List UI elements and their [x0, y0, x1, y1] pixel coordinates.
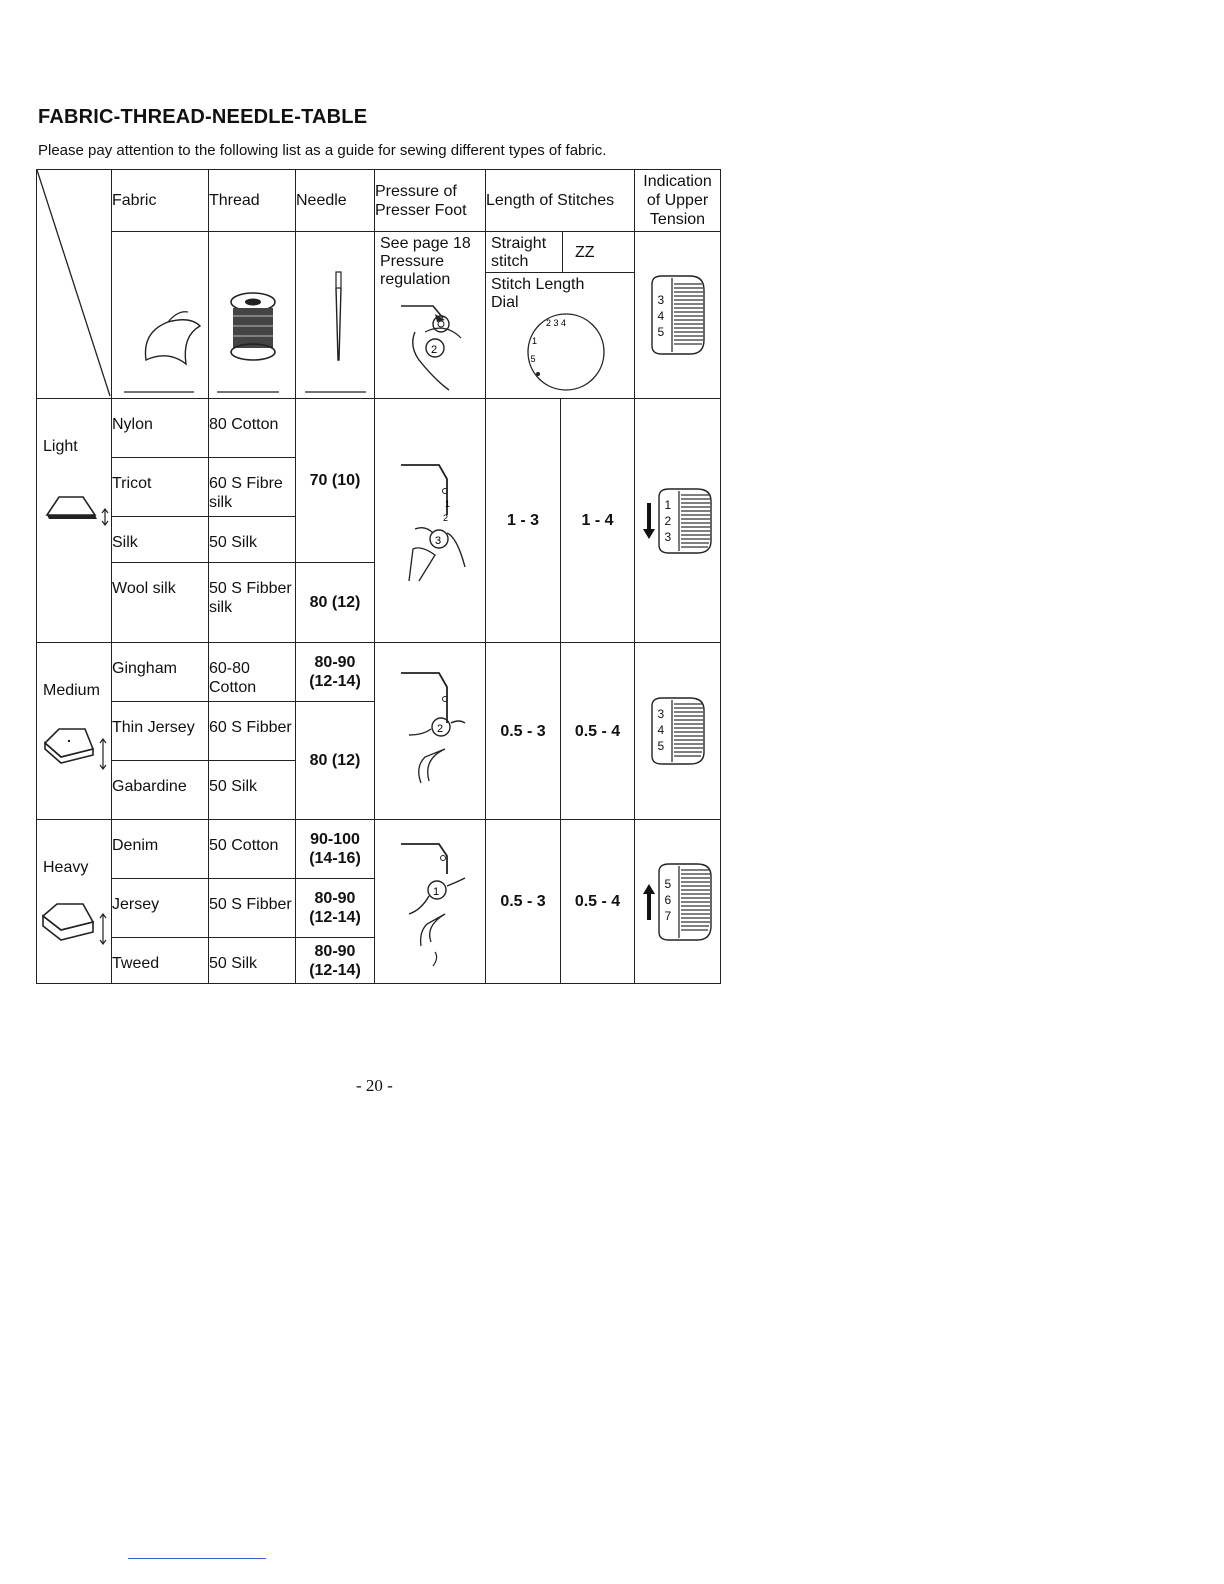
- header-thread: Thread: [209, 170, 296, 232]
- tension-digit: 5: [657, 325, 665, 339]
- tension-cell-heavy: [635, 820, 721, 984]
- header-length: Length of Stitches: [486, 170, 635, 232]
- tension-dial-icon: [657, 487, 713, 555]
- svg-text:2 3 4: 2 3 4: [546, 318, 567, 328]
- fabric-cell: Denim: [112, 820, 209, 879]
- thread-cell: 50 Cotton: [209, 820, 296, 879]
- needle-cell: 80-90 (12-14): [296, 879, 375, 938]
- tension-digit: 5: [664, 876, 672, 891]
- category-medium-cell: [37, 643, 112, 820]
- arrow-down-icon: [643, 501, 655, 541]
- header-pressure: Pressure of Presser Foot: [375, 170, 486, 232]
- zz-stitch-value: 1 - 4: [561, 399, 635, 643]
- diagonal-header-cell: [37, 170, 112, 399]
- tension-digit: 3: [657, 707, 665, 721]
- tension-digit: 7: [664, 908, 672, 923]
- svg-text:2: 2: [431, 344, 438, 356]
- thread-icon-cell: [209, 232, 296, 399]
- tension-digit: 4: [657, 723, 665, 737]
- presser-foot-dial-icon: [395, 298, 475, 394]
- tension-dial-icon: [657, 862, 713, 942]
- diagonal-line: [37, 170, 112, 398]
- fabric-cell: Wool silk: [112, 563, 209, 643]
- thread-cell: 60 S Fibre silk: [209, 458, 296, 517]
- pressure-dial-value: 1: [433, 886, 440, 898]
- thread-cell: 50 S Fibber silk: [209, 563, 296, 643]
- tension-digit: 4: [657, 309, 665, 323]
- svg-text:.5: .5: [528, 354, 536, 364]
- thread-cell: 80 Cotton: [209, 399, 296, 458]
- pressure-cell-heavy: [375, 820, 486, 984]
- fabric-cell: Gabardine: [112, 761, 209, 820]
- svg-text:1: 1: [445, 499, 451, 509]
- needle-cell: 80 (12): [296, 563, 375, 643]
- fabric-piece-icon: [112, 232, 209, 398]
- tension-digit: 3: [657, 293, 665, 307]
- header-fabric: Fabric: [112, 170, 209, 232]
- straight-stitch-label: Straight stitch: [486, 232, 563, 272]
- pressure-note-cell: [375, 232, 486, 399]
- straight-stitch-value: 1 - 3: [486, 399, 561, 643]
- fabric-cell: Gingham: [112, 643, 209, 702]
- needle-icon-cell: [296, 232, 375, 399]
- header-needle: Needle: [296, 170, 375, 232]
- svg-text:2: 2: [443, 513, 449, 523]
- fabric-thread-needle-table: [36, 169, 721, 984]
- needle-cell: 90-100 (14-16): [296, 820, 375, 879]
- tension-digit: 1: [664, 497, 672, 512]
- thread-cell: 60-80 Cotton: [209, 643, 296, 702]
- tension-digit: 3: [664, 529, 672, 544]
- page-subtitle: Please pay attention to the following list as a guide for sewing different types of fabric.: [38, 142, 607, 159]
- fabric-heavy-icon: [39, 900, 109, 950]
- straight-stitch-value: 0.5 - 3: [486, 643, 561, 820]
- fabric-medium-icon: [41, 725, 109, 775]
- fabric-light-icon: [43, 491, 109, 531]
- thread-cell: 50 Silk: [209, 761, 296, 820]
- needle-cell: 80-90 (12-14): [296, 938, 375, 984]
- category-heavy-cell: [37, 820, 112, 984]
- needle-cell: 70 (10): [296, 399, 375, 563]
- tension-dial-icon: [650, 274, 706, 356]
- thread-cell: 60 S Fibber: [209, 702, 296, 761]
- svg-text:1: 1: [532, 336, 538, 346]
- footer-rule: [128, 1558, 266, 1559]
- thread-spool-icon: [209, 232, 296, 398]
- fabric-cell: Nylon: [112, 399, 209, 458]
- pressure-cell-light: [375, 399, 486, 643]
- fabric-cell: Thin Jersey: [112, 702, 209, 761]
- pressure-dial-value: 3: [435, 535, 442, 547]
- category-light: Light: [43, 438, 78, 455]
- presser-foot-dial-icon: [395, 455, 475, 585]
- tension-digit: 2: [664, 513, 672, 528]
- needle-cell: 80 (12): [296, 702, 375, 820]
- category-light-cell: [37, 399, 112, 643]
- pressure-note: See page 18 Pressure regulation: [380, 235, 471, 288]
- stitch-length-header-cell: [486, 232, 635, 399]
- zz-label: ZZ: [575, 243, 595, 261]
- fabric-cell: Tricot: [112, 458, 209, 517]
- tension-digit: 5: [657, 739, 665, 753]
- tension-header-icon-cell: [635, 232, 721, 399]
- tension-dial-icon: [650, 696, 706, 766]
- needle-icon: [296, 232, 375, 398]
- fabric-icon-cell: [112, 232, 209, 399]
- tension-cell-medium: [635, 643, 721, 820]
- category-heavy: Heavy: [43, 859, 89, 876]
- thread-cell: 50 Silk: [209, 938, 296, 984]
- thread-cell: 50 S Fibber: [209, 879, 296, 938]
- zz-stitch-value: 0.5 - 4: [561, 643, 635, 820]
- page-title: FABRIC-THREAD-NEEDLE-TABLE: [38, 106, 368, 128]
- category-medium: Medium: [43, 682, 100, 699]
- needle-cell: 80-90 (12-14): [296, 643, 375, 702]
- tension-digit: 6: [664, 892, 672, 907]
- fabric-cell: Jersey: [112, 879, 209, 938]
- stitch-length-dial-icon: [516, 304, 606, 394]
- header-tension: Indication of Upper Tension: [635, 170, 721, 232]
- fabric-cell: Silk: [112, 517, 209, 563]
- arrow-up-icon: [643, 882, 655, 922]
- presser-foot-dial-icon: [395, 663, 475, 793]
- straight-stitch-value: 0.5 - 3: [486, 820, 561, 984]
- zz-stitch-value: 0.5 - 4: [561, 820, 635, 984]
- stitch-length-dial-label: Stitch Length Dial: [491, 276, 585, 311]
- tension-cell-light: [635, 399, 721, 643]
- presser-foot-dial-icon: [395, 834, 475, 968]
- thread-cell: 50 Silk: [209, 517, 296, 563]
- pressure-cell-medium: [375, 643, 486, 820]
- pressure-dial-value: 2: [437, 723, 444, 735]
- page-number: - 20 -: [356, 1076, 393, 1095]
- stitch-type-row: [486, 232, 634, 273]
- fabric-cell: Tweed: [112, 938, 209, 984]
